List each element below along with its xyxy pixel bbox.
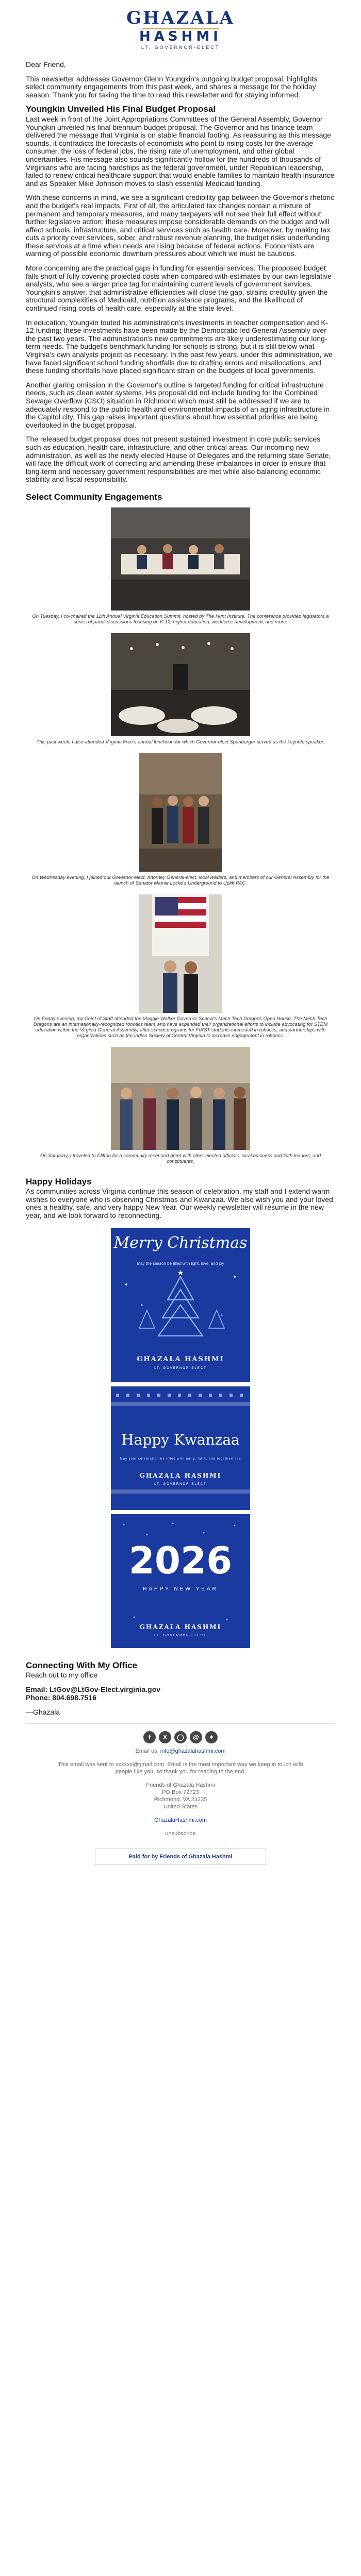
card-subtitle: HAPPY NEW YEAR bbox=[143, 1586, 218, 1592]
christmas-card bbox=[111, 1228, 250, 1382]
budget-paragraph: More concerning are the practical gaps in funding for essential services. The proposed budget falls short of fully covering projected costs when compared with estimates by our own legislative analysts, who see a larger price tag for maintaining current levels of government services. Youngkin's answer, that administrative efficiencies will close the gap, strains credulity given the structural complexities of Medicaid, nutrition assistance programs, and the likelihood of continued rising costs of health care, especially at the state level. bbox=[26, 264, 332, 313]
engagements-heading: Select Community Engagements bbox=[26, 492, 162, 502]
photo-pac-launch bbox=[139, 753, 222, 872]
contact-phone-row bbox=[26, 1693, 335, 1702]
photo-caption: On Wednesday evening, I joined our Governor-elect, Attorney General-elect, local leaders, and members of our General Assembly for the launch of Senator Mamie Locke's Underground to Uplift PAC. bbox=[31, 874, 330, 886]
photo-education-summit bbox=[111, 507, 250, 611]
footer-po-box: PO Box 72723 bbox=[162, 1789, 199, 1796]
footer-city: Richmond, VA 23235 bbox=[154, 1797, 207, 1803]
photo-clifton bbox=[111, 1047, 250, 1150]
instagram-icon[interactable]: ◯ bbox=[174, 1731, 187, 1743]
unsubscribe-link[interactable]: unsubscribe bbox=[165, 1831, 196, 1837]
footer-email-label: Email us: bbox=[135, 1748, 159, 1755]
footer-org: Friends of Ghazala Hashmi bbox=[146, 1782, 215, 1789]
newsletter bbox=[26, 0, 335, 1865]
bluesky-icon[interactable]: ✦ bbox=[205, 1731, 218, 1743]
budget-paragraph: The released budget proposal does not present sustained investment in core public services such as education, health care, infrastructure, and other critical areas. Our incoming new administration, as well as the newly elected House of Delegates and the returning state Senate, will face the difficult work of correcting and amending these imbalances in order to ensure that long-term and necessary government responsibilities are met while also balancing economic stability and fiscal responsibility. bbox=[26, 435, 331, 484]
card-logo: GHAZALA HASHMI bbox=[139, 1623, 222, 1631]
budget-paragraph: Last week in front of the Joint Appropriations Committees of the General Assembly, Governor Youngkin unveiled his final biennium budget proposal. The Governor and his finance team delivered the message that Virginia is on stable financial footing. As reassuring as this message sounds, it contradicts the forecasts of economists who point to rising costs for the average consumer, the loss of federal jobs, the rising rate of unemployment, and other global uncertainties. His message also sounds significantly hollow for the hundreds of thousands of Virginians who are facing hardships as the federal government, under Republican leadership, failed to renew critical healthcare support that would enable families to maintain health insurance and as Speaker Mike Johnson moves to slash essential Medicaid funding. bbox=[26, 114, 335, 188]
greeting: Dear Friend, bbox=[26, 60, 66, 69]
photo-caption: This past week, I also attended Virginia Free's annual luncheon for which Governor-elect Spanberger served as the keynote speaker. bbox=[36, 739, 325, 745]
card-title: Happy Kwanzaa bbox=[121, 1431, 240, 1449]
footer bbox=[26, 1731, 335, 1865]
footer-email-row bbox=[26, 1748, 335, 1755]
paid-for-disclaimer: Paid for by Friends of Ghazala Hashmi bbox=[95, 1849, 266, 1865]
contact-sub: Reach out to my office bbox=[26, 1671, 98, 1680]
card-title: 2026 bbox=[128, 1539, 233, 1583]
svg-text:★: ★ bbox=[177, 1268, 184, 1277]
photo-caption: On Friday evening, my Chief of Staff attended the Maggie Walker Governor School's Mech Tech Dragons Open House. The Mech Tech Dragons are an internationally-recognized robotics team who have expanded their organizational efforts to include advocating for STEM education within the Virginia General Assembly, after-school programs for FIRST students interested in robotics, and partnerships with organizations such as the Indian Society of Central Virginia to increase engagement in robotics. bbox=[33, 1015, 328, 1039]
card-logo: GHAZALA HASHMI bbox=[137, 1355, 224, 1364]
signoff: —Ghazala bbox=[26, 1708, 60, 1717]
card-logo-subtitle: LT. GOVERNOR-ELECT bbox=[154, 1483, 207, 1486]
phone-label: Phone: bbox=[26, 1693, 51, 1702]
card-logo-subtitle: LT. GOVERNOR-ELECT bbox=[154, 1634, 207, 1638]
social-links bbox=[26, 1731, 335, 1743]
footer-country: United States bbox=[163, 1804, 198, 1810]
footer-notice: This email was sent to xxxxxx@gmail.com. Email is the most important way we keep in touch with people like you, so thank you for reading to the end. bbox=[58, 1761, 303, 1775]
x-icon[interactable]: X bbox=[159, 1731, 171, 1743]
photo-caption: On Tuesday, I co-chaired the 11th Annual Virginia Education Summit, hosted by The Hunt Institute. The conference provided legislators a series of panel discussions focusing on K-12, higher education, workforce development, and more. bbox=[32, 613, 329, 625]
email-label: Email: bbox=[26, 1685, 48, 1694]
kwanzaa-card bbox=[111, 1386, 250, 1510]
holidays-paragraph: As communities across Virginia continue this season of celebration, my staff and I extend warm wishes to everyone who is observing Christmas and Kwanzaa. We also wish you and your loved ones a healthy, safe, and very happy New Year. Our weekly newsletter will resume in the new year, and we look forward to reconnecting. bbox=[26, 1187, 333, 1219]
new-year-card bbox=[111, 1514, 250, 1648]
logo-last-name: HASHMI bbox=[139, 29, 222, 44]
facebook-icon[interactable]: f bbox=[143, 1731, 156, 1743]
photo-caption: On Saturday, I traveled to Clifton for a community meet and greet with other elected officials, local business and faith leaders, and constituents. bbox=[40, 1153, 321, 1164]
intro-paragraph: This newsletter addresses Governor Glenn Youngkin's outgoing budget proposal, highlights select community engagements from this past week, and shares a message for the holiday season. Thank you for taking the time to read this newsletter and for staying informed. bbox=[26, 74, 318, 99]
header-logo bbox=[26, 0, 335, 49]
logo-title: LT. GOVERNOR-ELECT bbox=[141, 45, 220, 50]
contact-heading: Connecting With My Office bbox=[26, 1660, 138, 1671]
card-title: Merry Christmas bbox=[113, 1234, 248, 1252]
budget-heading: Youngkin Unveiled His Final Budget Proposal bbox=[26, 104, 216, 114]
footer-divider bbox=[26, 1723, 335, 1724]
contact-email-row bbox=[26, 1685, 335, 1693]
contact-phone[interactable]: 804.698.7516 bbox=[52, 1693, 96, 1702]
contact-email-link[interactable]: LtGov@LtGov-Elect.virginia.gov bbox=[49, 1685, 161, 1694]
budget-paragraph: With these concerns in mind, we see a significant credibility gap between the Governor's rhetoric and the budget's real impacts. First of all, the articulated tax changes contain a mixture of permanent and temporary measures, and many taxpayers will not see their full effect without further legislative action; these measures impose considerable demands on the budget and will affect schools, infrastructure, and critical services such as health care. Moreover, by making tax cuts a priority over services, sober, and robust revenue planning, the budget risks underfunding these services at a time when needs are rising because of federal actions. Economists are warning of possible economic downturn pressures about which we must be cautious. bbox=[26, 193, 334, 258]
newsletter-body bbox=[26, 61, 335, 1716]
photo-mech-tech bbox=[139, 894, 222, 1013]
photo-luncheon bbox=[111, 633, 250, 736]
footer-email-link[interactable]: info@ghazalahashmi.com bbox=[160, 1748, 226, 1755]
threads-icon[interactable]: @ bbox=[190, 1731, 202, 1743]
card-logo-subtitle: LT. GOVERNOR-ELECT bbox=[154, 1367, 207, 1370]
card-subtitle: May your celebration be filled with unity, faith, and togetherness bbox=[120, 1458, 241, 1461]
holidays-heading: Happy Holidays bbox=[26, 1176, 92, 1187]
card-logo: GHAZALA HASHMI bbox=[139, 1472, 222, 1480]
logo-first-name: GHAZALA bbox=[126, 8, 235, 28]
footer-site-link[interactable]: GhazalaHashmi.com bbox=[154, 1817, 207, 1824]
budget-paragraph: Another glaring omission in the Governor's outline is targeted funding for critical infrastructure needs, such as clean water systems. His proposal did not include funding for the Combined Sewage Overflow (CSO) situation in Richmond which must still be addressed if we are to adequately respond to the public health and environmental impacts of an aging infrastructure in the Capitol city. This gap raises important questions about how essential priorities are being overlooked in the budget proposal. bbox=[26, 380, 330, 429]
card-subtitle: May the season be filled with light, love, and joy bbox=[137, 1261, 224, 1266]
budget-paragraph: In education, Youngkin touted his administration's investments in teacher compensation and K-12 funding; these investments have been made by the Democratic-led General Assembly over the past two years. The administration's new commitments are likely underestimating our long-term needs. The budget's benchmark funding for schools is strong, but it is still below what Virginia's own analysts project as necessary. In the past few years, under this administration, we have faced significant school funding shortfalls due to drafting errors and misallocations, and these funding shortfalls have placed significant strain on the budgets of local governments. bbox=[26, 318, 333, 375]
